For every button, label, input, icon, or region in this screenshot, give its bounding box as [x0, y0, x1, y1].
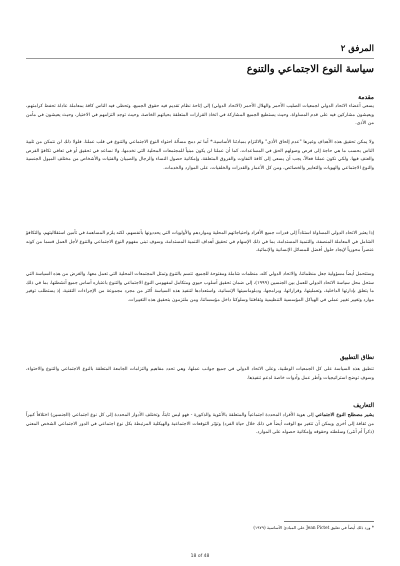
intro-paragraph-1: يسعى أعضاء الاتحاد الدولي لجمعيات الصليب الأحمر والهلال الأحمر (الاتحاد الدولي) إلى إتاحة نظام تقديم فيه حقوق الجميع، وتحظى فيه الناس كافة بمعاملة عادلة تحفظ كرامتهم، ويعيشون مشاركين فيه على قدم المساواة، وحيث يستطيع الجميع المشاركة في اتخاذ القرارات المتعلقة بحياتهم الخاصة، وحيث توجد التزامهم في الاختيار، وحيث يعيشون في مأمن من الأذى.	[26, 104, 374, 127]
intro-paragraph-3: إذا يعتبر الاتحاد الدولي المساواة استناداً إلى قدرات جميع الأفراد واحتياجاتهم المحلية ومواردهم والأولويات التي يحددونها بأنفسهم، لكنه يلزم المساهمة في تأمين استقلاليتهم، والتكافؤ الشامل في المعاملة المنصفة، والتنمية المستدامة، بما في ذلك الإسهام في تحقيق أهداف التنمية المستدامة، وسوف تبنى مفهوم النوع الاجتماعي والتنوع لأجل العمل قسما من كونه عنصراً محورياً لإيجاد حلول أفضل للمسائل الإنسانية والإنمائية.	[26, 231, 374, 254]
intro-paragraph-2: ولا يمكن تحقيق هذه الأهداف وغيرها "عدم إلحاق الأذى" والالتزام بمبادئنا الأساسية.* أما تم دمج مسألة احتواء النوع الاجتماعي والتنوع في قلب عملنا. فلولا ذلك لن نتمكن من تلبية الناس بحسب ما هي حاجة إلى فرص وصولهم الحق في المساعدات، كما أن عملنا لن يكون مبنياً للمجتمعات المحلية التي نخدمها، ولا نساعد في تحقيق أو في تعافي تكافؤ الفرص والعنف فيها. ولكي نكون عملنا فعالاً، يجب أن يسعى إلى كافة التفاوت والفروق المتعلقة، وإمكانية حصول النساء والرجال والصبيان والفتيات والأشخاص من مختلف الميول الجنسية والنوع الاجتماعي والهويات والتعابير والخصائص، ومن كل الأعمار والقدرات والخلفيات، على الموارد والخدمات.	[26, 140, 374, 171]
intro-heading: مقدمة	[358, 94, 374, 101]
page-title: سياسة النوع الاجتماعي والتنوع	[246, 64, 374, 75]
header-divider	[26, 58, 374, 59]
footnote: * ورد ذلك أيضاً في تعليق Jean Pictet على المبادئ الأساسية (١٩٧٩)	[253, 525, 374, 530]
footnote-divider	[284, 521, 374, 522]
scope-heading: نطاق التطبيق	[339, 354, 374, 361]
scope-paragraph: تنطبق هذه السياسة على كل الجمعيات الوطنية، وعلى الاتحاد الدولي في جميع جوانب عملها، وهي تحدد مفاهيم والتزامات الجامعة المتعلقة بالنوع الاجتماعي والتنوع والاحتواء، وسوف توضح استراتيجيات وأطر عمل وأدوات خاصة لدعم تنفيذها.	[26, 367, 374, 381]
definition-term: يشير مصطلح النوع الاجتماعي	[315, 413, 374, 418]
definitions-heading: التعاريف	[353, 402, 374, 409]
intro-paragraph-4: وستتحمل أيضاً مسؤولية جعل منظماتنا، والاتحاد الدولي كله، منظمات شاملة ومفتوحة للجميع، تتسم بالتنوع وتمثل المجتمعات المحلية التي تعمل معها. والغرض من هذه السياسة التي ستحل محل سياسة الاتحاد الدولي للعمل بين الجنسين (١٩٩٩)، إلى ضمان تحقيق أسلوب حيوي ومتكامل لمفهومي النوع الاجتماعي والتنوع باعتباره أساس جميع أنشطتها، بما في ذلك ما يتعلق بإدارتها الداخلية، وتعمليتها، وقراراتها، وبرامجها، ودبلوماسيتها الإنسانية، واستعدادها لتنفيذ هذه السياسة أكثر من مجرد مجموعة من الإجراءات التقنية، إذ يستطلب توفير موارد وتغيير تغيير عملي في الهياكل المؤسسية التنظيمية وثقافتنا وسلوكنا داخل مؤسساتنا، ومن ملتزمون بتحقيق هذه التغييرات.	[26, 272, 374, 303]
definition-text: إلى هوية الأفراد المحددة اجتماعياً والمتعلقة بالأنثوية والذكورة - فهو ليس ثابتاً، وتختلف الأدوار المحددة إلى كل نوع اجتماعي (الجنسين) اختلافاً كبيراً من ثقافة إلى أخرى ويمكن أن تتغير مع الوقت أيضاً في ذلك خلال حياة الفرد) وتؤثر التوقعات الاجتماعية والهيكلية المرتبطة بكل نوع اجتماعي في الدور الاجتماعي الشخص المعني (ذكراً أم أنثى) وسلطته وحقوقه وإمكانية حصوله على الموارد.	[26, 413, 374, 436]
page-number: 18 of 48	[190, 554, 210, 559]
annex-label: المرفق ٢	[340, 44, 374, 54]
definition-gender	[26, 412, 374, 438]
